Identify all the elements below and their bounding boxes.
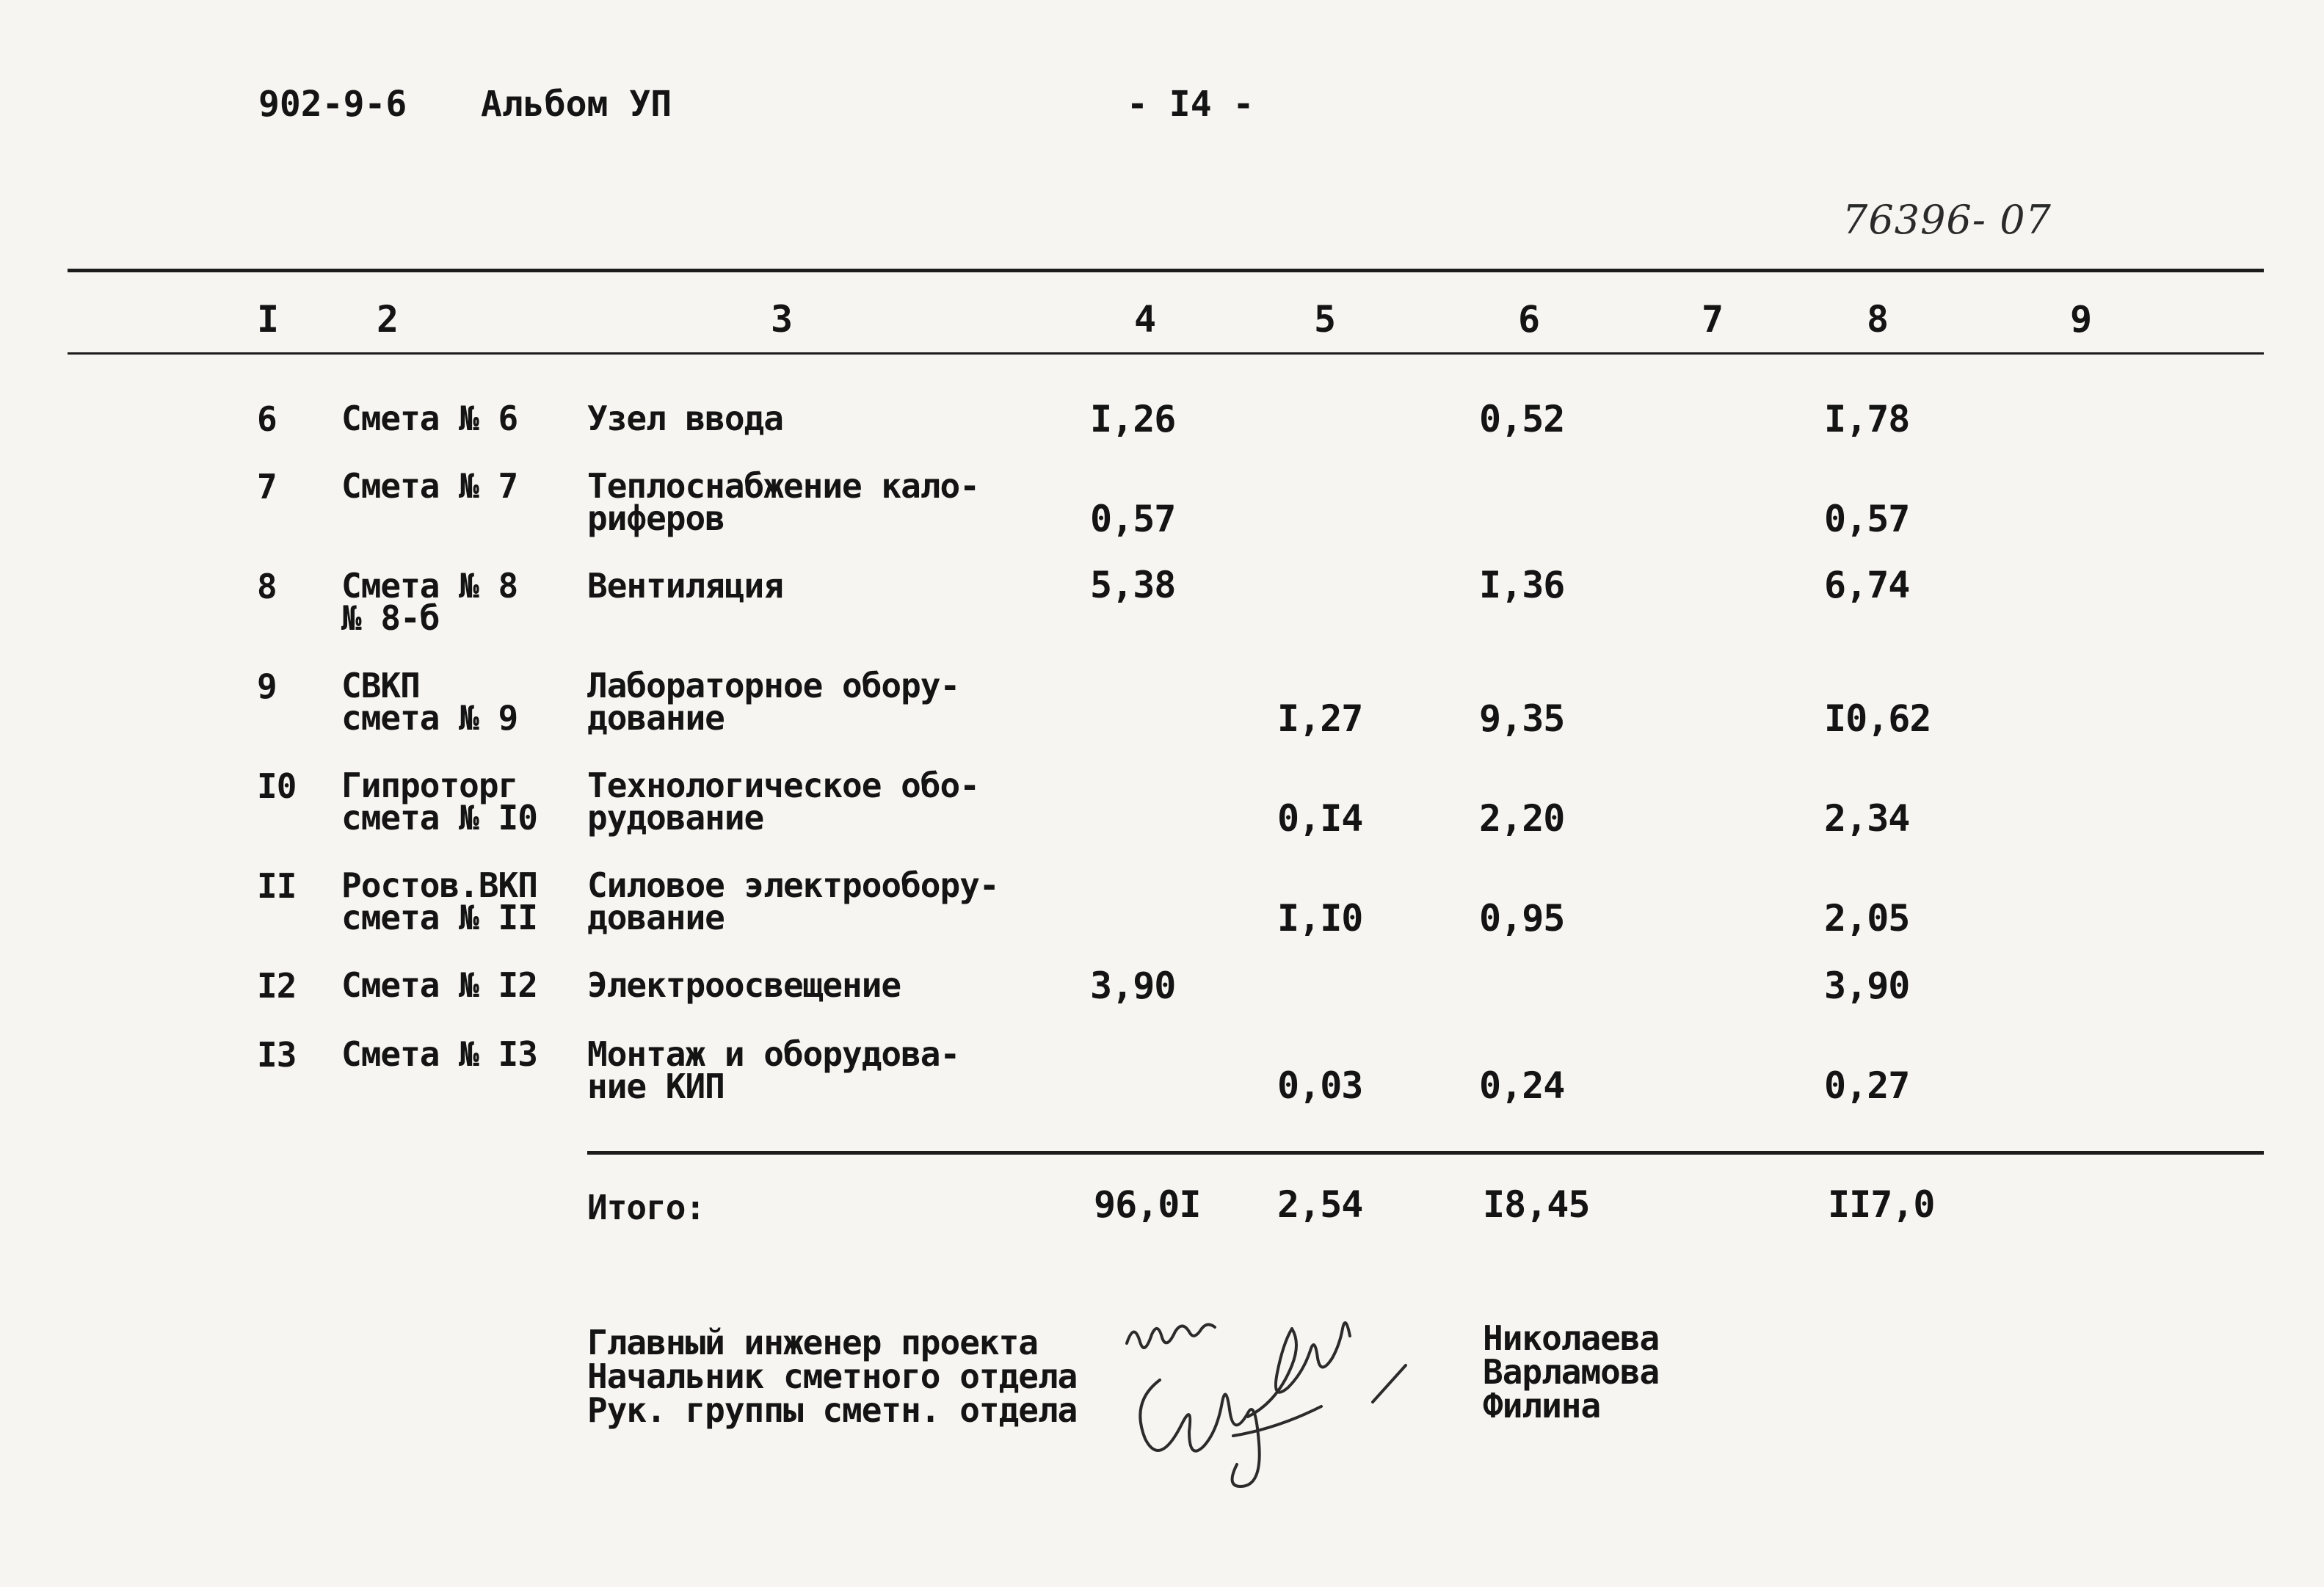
row-col8-value: I0,62 xyxy=(1824,697,1931,740)
row-number: 8 xyxy=(257,567,277,606)
row-number: 7 xyxy=(257,467,277,506)
row-col4-value: 5,38 xyxy=(1090,564,1176,606)
signature-stroke-3 xyxy=(1248,1323,1350,1417)
row-source: Смета № 8 № 8-б xyxy=(341,566,518,638)
signoff-name-3: Филина xyxy=(1483,1386,1601,1426)
signoff-name-1: Николаева xyxy=(1483,1318,1660,1358)
column-header-3: 3 xyxy=(771,298,793,341)
row-source: Смета № I2 xyxy=(341,965,537,1005)
row-name: Теплоснабжение кало- риферов xyxy=(587,466,979,538)
signature-stroke-4 xyxy=(1233,1406,1321,1436)
row-col8-value: 2,34 xyxy=(1824,797,1910,840)
total-col6-value: I8,45 xyxy=(1483,1183,1590,1226)
column-header-8: 8 xyxy=(1867,298,1889,341)
row-col5-value: I,I0 xyxy=(1277,897,1363,940)
row-col4-value: I,26 xyxy=(1090,398,1176,440)
row-source: Ростов.ВКП смета № II xyxy=(341,865,537,937)
row-col8-value: 6,74 xyxy=(1824,564,1910,606)
total-label: Итого: xyxy=(587,1188,705,1227)
document-code: 902-9-6 xyxy=(258,84,407,125)
row-col6-value: 0,52 xyxy=(1479,398,1565,440)
signature-stroke-5 xyxy=(1373,1365,1406,1402)
row-number: I2 xyxy=(257,966,297,1006)
row-col4-value: 0,57 xyxy=(1090,498,1176,540)
row-col8-value: 3,90 xyxy=(1824,965,1910,1007)
row-source: СВКП смета № 9 xyxy=(341,666,518,738)
column-header-9: 9 xyxy=(2070,298,2092,341)
row-name: Узел ввода xyxy=(587,399,783,438)
row-col5-value: 0,03 xyxy=(1277,1064,1363,1107)
signature-stroke-1 xyxy=(1127,1324,1215,1348)
column-header-5: 5 xyxy=(1314,298,1336,341)
row-number: I0 xyxy=(257,766,297,806)
inventory-number: 76396- 07 xyxy=(1842,197,2052,243)
row-name: Вентиляция xyxy=(587,566,783,606)
row-col8-value: 2,05 xyxy=(1824,897,1910,940)
row-col8-value: 0,27 xyxy=(1824,1064,1910,1107)
row-col6-value: 2,20 xyxy=(1479,797,1565,840)
row-col8-value: I,78 xyxy=(1824,398,1910,440)
row-source: Смета № 6 xyxy=(341,399,518,438)
row-col5-value: 0,I4 xyxy=(1277,797,1363,840)
column-header-2: 2 xyxy=(377,298,399,341)
total-rule xyxy=(587,1151,2264,1155)
row-number: II xyxy=(257,866,297,906)
row-col5-value: I,27 xyxy=(1277,697,1363,740)
handwritten-signatures xyxy=(1116,1292,1461,1497)
total-col5-value: 2,54 xyxy=(1277,1183,1363,1226)
column-header-6: 6 xyxy=(1518,298,1540,341)
row-name: Технологическое обо- рудование xyxy=(587,766,979,838)
table-header-rule xyxy=(68,352,2264,355)
signoff-name-2: Варламова xyxy=(1483,1352,1660,1392)
column-header-7: 7 xyxy=(1702,298,1724,341)
row-col6-value: 0,24 xyxy=(1479,1064,1565,1107)
total-col4-value: 96,0I xyxy=(1094,1183,1201,1226)
row-col8-value: 0,57 xyxy=(1824,498,1910,540)
row-name: Лабораторное обору- дование xyxy=(587,666,960,738)
album-title: Альбом УП xyxy=(481,84,672,125)
row-col4-value: 3,90 xyxy=(1090,965,1176,1007)
row-name: Силовое электрообору- дование xyxy=(587,865,999,937)
row-name: Электроосвещение xyxy=(587,965,901,1005)
row-number: 6 xyxy=(257,399,277,439)
row-name: Монтаж и оборудова- ние КИП xyxy=(587,1034,960,1106)
row-col6-value: 0,95 xyxy=(1479,897,1565,940)
column-header-1: I xyxy=(257,298,279,341)
row-source: Смета № I3 xyxy=(341,1034,537,1074)
column-header-4: 4 xyxy=(1134,298,1156,341)
table-top-rule xyxy=(68,269,2264,272)
row-source: Смета № 7 xyxy=(341,466,518,506)
signoff-role-chief-engineer: Главный инженер проекта xyxy=(587,1323,1038,1362)
row-number: I3 xyxy=(257,1035,297,1075)
total-col8-value: II7,0 xyxy=(1828,1183,1935,1226)
row-col6-value: I,36 xyxy=(1479,564,1565,606)
signoff-role-group-lead: Рук. группы сметн. отдела xyxy=(587,1390,1078,1430)
row-number: 9 xyxy=(257,667,277,706)
page-number: - I4 - xyxy=(1127,84,1254,125)
signoff-role-head-estimates: Начальник сметного отдела xyxy=(587,1357,1078,1396)
row-col6-value: 9,35 xyxy=(1479,697,1565,740)
row-source: Гипроторг смета № I0 xyxy=(341,766,537,838)
